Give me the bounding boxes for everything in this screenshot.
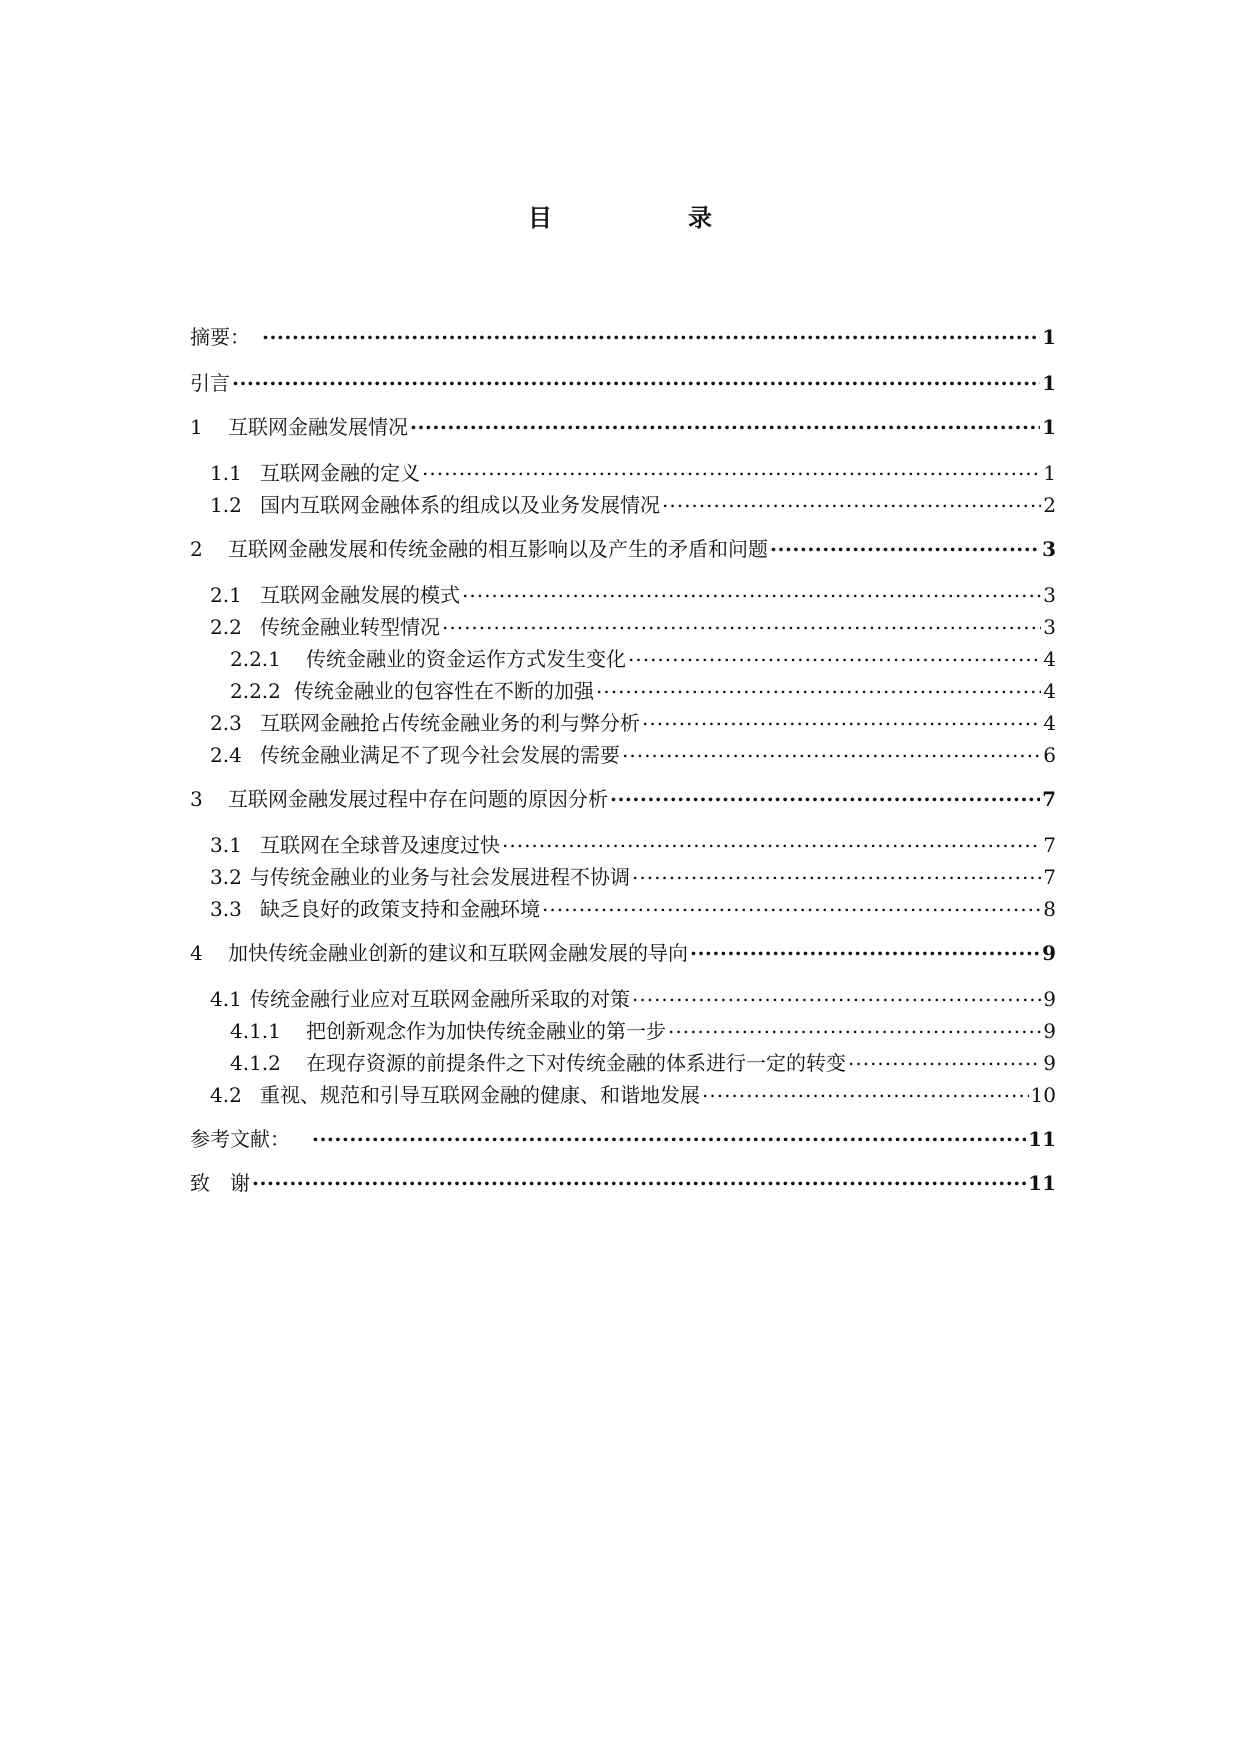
toc-entry-label: 互联网金融抢占传统金融业务的利与弊分析 xyxy=(260,711,640,735)
toc-entry-page: 10 xyxy=(1030,1083,1056,1107)
toc-leader-dots xyxy=(610,782,1040,806)
toc-entry-page: 2 xyxy=(1043,493,1056,517)
toc-leader-dots xyxy=(628,642,1041,666)
toc-entry-number: 2.3 xyxy=(210,711,242,735)
toc-leader-dots xyxy=(662,488,1041,512)
toc-entry-label: 传统金融业满足不了现今社会发展的需要 xyxy=(260,743,620,767)
toc-leader-dots xyxy=(848,1046,1041,1070)
toc-leader-dots xyxy=(410,410,1040,434)
toc-entry-page: 9 xyxy=(1042,941,1056,965)
toc-entry-chapter-1[interactable] xyxy=(190,410,1056,439)
toc-entry-introduction[interactable] xyxy=(190,366,1056,395)
toc-entry-label: 互联网金融的定义 xyxy=(260,461,420,485)
toc-entry-section-4-2[interactable] xyxy=(210,1078,1056,1107)
toc-entry-number: 2.2 xyxy=(210,615,242,639)
toc-entry-label: 互联网金融发展情况 xyxy=(228,415,408,439)
toc-entry-page: 8 xyxy=(1043,897,1056,921)
toc-entry-chapter-2[interactable] xyxy=(190,532,1056,561)
toc-entry-subsection-2-2-2[interactable] xyxy=(230,674,1056,703)
toc-entry-page: 1 xyxy=(1042,415,1056,439)
toc-entry-subsection-2-2-1[interactable] xyxy=(230,642,1056,671)
toc-entry-page: 7 xyxy=(1042,787,1056,811)
toc-leader-dots xyxy=(232,366,1040,390)
toc-entry-number: 4.1 xyxy=(210,987,242,1011)
toc-entry-label: 传统金融行业应对互联网金融所采取的对策 xyxy=(250,987,630,1011)
toc-entry-label: 互联网金融发展和传统金融的相互影响以及产生的矛盾和问题 xyxy=(228,537,768,561)
toc-entry-section-3-2[interactable] xyxy=(210,860,1056,889)
toc-entry-label: 国内互联网金融体系的组成以及业务发展情况 xyxy=(260,493,660,517)
toc-entry-number: 1.2 xyxy=(210,493,242,517)
toc-entry-label: 传统金融业的包容性在不断的加强 xyxy=(294,679,594,703)
toc-entry-section-1-1[interactable] xyxy=(210,456,1056,485)
toc-entry-label: 重视、规范和引导互联网金融的健康、和谐地发展 xyxy=(260,1083,700,1107)
toc-leader-dots xyxy=(596,674,1041,698)
toc-leader-dots xyxy=(542,892,1041,916)
toc-entry-number: 2.4 xyxy=(210,743,242,767)
toc-leader-dots xyxy=(770,532,1040,556)
toc-leader-dots xyxy=(632,982,1041,1006)
toc-leader-dots xyxy=(262,320,1040,344)
toc-entry-page: 11 xyxy=(1028,1171,1056,1195)
toc-entry-label: 互联网金融发展的模式 xyxy=(260,583,460,607)
toc-entry-number: 1.1 xyxy=(210,461,242,485)
toc-entry-subsection-4-1-2[interactable] xyxy=(230,1046,1056,1075)
toc-entry-number: 3.2 xyxy=(210,865,242,889)
toc-leader-dots xyxy=(312,1122,1026,1146)
toc-entry-number: 4.2 xyxy=(210,1083,242,1107)
toc-entry-page: 9 xyxy=(1043,1019,1056,1043)
toc-entry-page: 9 xyxy=(1043,987,1056,1011)
toc-entry-label: 参考文献： xyxy=(190,1127,290,1151)
toc-entry-page: 4 xyxy=(1043,679,1056,703)
toc-entry-chapter-4[interactable] xyxy=(190,936,1056,965)
toc-entry-page: 3 xyxy=(1043,615,1056,639)
toc-entry-number: 4.1.1 xyxy=(230,1019,281,1043)
toc-entry-section-2-2[interactable] xyxy=(210,610,1056,639)
toc-entry-label: 缺乏良好的政策支持和金融环境 xyxy=(260,897,540,921)
toc-entry-label: 与传统金融业的业务与社会发展进程不协调 xyxy=(250,865,630,889)
toc-entry-number: 2 xyxy=(190,537,203,561)
toc-entry-page: 4 xyxy=(1043,711,1056,735)
toc-entry-page: 3 xyxy=(1042,537,1056,561)
toc-entry-label: 引言 xyxy=(190,371,230,395)
toc-leader-dots xyxy=(668,1014,1041,1038)
toc-entry-references[interactable] xyxy=(190,1122,1056,1151)
toc-leader-dots xyxy=(632,860,1041,884)
toc-entry-page: 11 xyxy=(1028,1127,1056,1151)
toc-entry-label: 传统金融业转型情况 xyxy=(260,615,440,639)
toc-entry-page: 1 xyxy=(1043,461,1056,485)
toc-entry-section-3-3[interactable] xyxy=(210,892,1056,921)
toc-entry-abstract[interactable] xyxy=(190,320,1056,349)
toc-entry-label: 互联网金融发展过程中存在问题的原因分析 xyxy=(228,787,608,811)
toc-entry-label: 把创新观念作为加快传统金融业的第一步 xyxy=(306,1019,666,1043)
toc-leader-dots xyxy=(642,706,1041,730)
toc-entry-section-4-1[interactable] xyxy=(210,982,1056,1011)
toc-entry-page: 6 xyxy=(1043,743,1056,767)
toc-leader-dots xyxy=(462,578,1041,602)
toc-entry-page: 9 xyxy=(1043,1051,1056,1075)
toc-entry-label: 传统金融业的资金运作方式发生变化 xyxy=(306,647,626,671)
toc-entry-section-1-2[interactable] xyxy=(210,488,1056,517)
toc-entry-page: 1 xyxy=(1042,325,1056,349)
toc-entry-section-2-3[interactable] xyxy=(210,706,1056,735)
toc-entry-number: 2.1 xyxy=(210,583,242,607)
toc-entry-label: 摘要： xyxy=(190,325,250,349)
toc-entry-number: 2.2.1 xyxy=(230,647,281,671)
toc-entry-number: 3.1 xyxy=(210,833,242,857)
toc-leader-dots xyxy=(252,1166,1026,1190)
toc-entry-section-2-1[interactable] xyxy=(210,578,1056,607)
toc-entry-acknowledgements[interactable] xyxy=(190,1166,1056,1195)
toc-entry-page: 1 xyxy=(1042,371,1056,395)
toc-leader-dots xyxy=(442,610,1041,634)
toc-entry-page: 7 xyxy=(1043,865,1056,889)
toc-entry-number: 2.2.2 xyxy=(230,679,281,703)
toc-entry-label: 致 谢 xyxy=(190,1171,250,1195)
toc-leader-dots xyxy=(702,1078,1029,1102)
toc-entry-number: 1 xyxy=(190,415,203,439)
toc-entry-number: 4.1.2 xyxy=(230,1051,281,1075)
toc-entry-page: 3 xyxy=(1043,583,1056,607)
toc-entry-page: 7 xyxy=(1043,833,1056,857)
toc-entry-label: 互联网在全球普及速度过快 xyxy=(260,833,500,857)
toc-entry-chapter-3[interactable] xyxy=(190,782,1056,811)
toc-entry-subsection-4-1-1[interactable] xyxy=(230,1014,1056,1043)
toc-title-part2: 录 xyxy=(688,204,712,232)
toc-leader-dots xyxy=(502,828,1041,852)
toc-entry-section-3-1[interactable] xyxy=(210,828,1056,857)
toc-entry-number: 3.3 xyxy=(210,897,242,921)
toc-leader-dots xyxy=(622,738,1041,762)
toc-title-part1: 目 xyxy=(528,204,552,232)
toc-entry-label: 在现存资源的前提条件之下对传统金融的体系进行一定的转变 xyxy=(306,1051,846,1075)
toc-entry-number: 4 xyxy=(190,941,203,965)
toc-entry-label: 加快传统金融业创新的建议和互联网金融发展的导向 xyxy=(228,941,688,965)
toc-entry-number: 3 xyxy=(190,787,203,811)
toc-leader-dots xyxy=(690,936,1040,960)
toc-leader-dots xyxy=(422,456,1041,480)
toc-entry-page: 4 xyxy=(1043,647,1056,671)
toc-entry-section-2-4[interactable] xyxy=(210,738,1056,767)
